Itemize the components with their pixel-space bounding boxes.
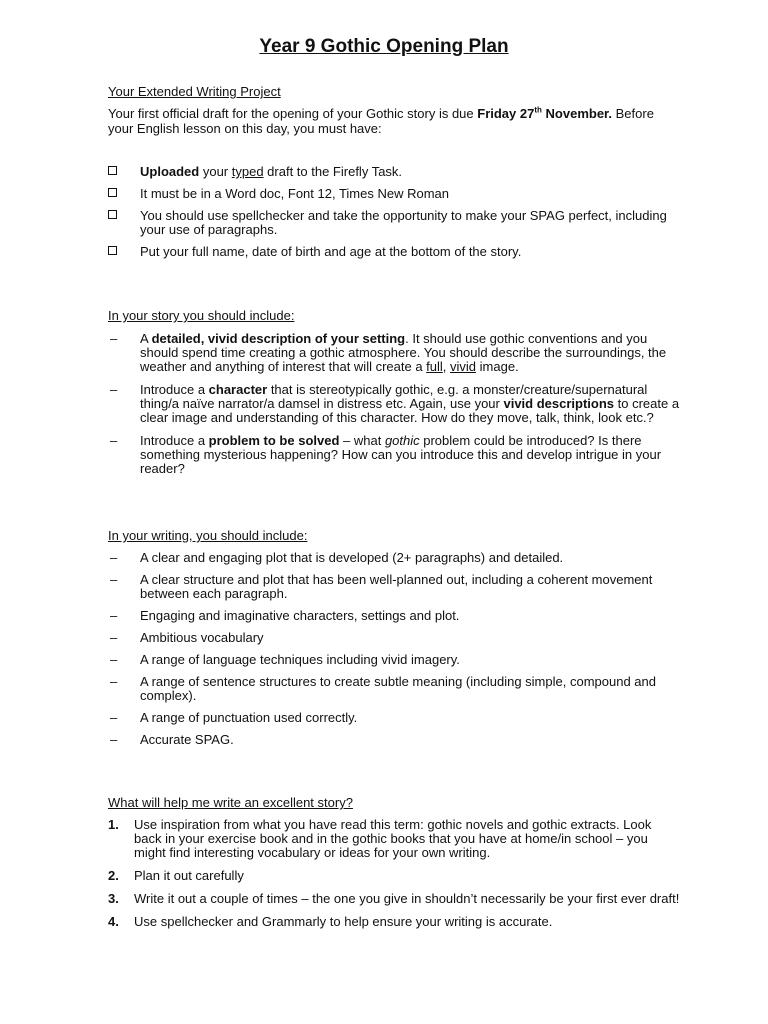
intro-text: Your first official draft for the opening of your Gothic story is due (108, 106, 478, 121)
list-item (108, 434, 680, 476)
item-number: 4. (108, 914, 119, 929)
text: – what (339, 433, 385, 448)
item-text: Write it out a couple of times – the one you give in shouldn’t necessarily be your first ever draft! (134, 891, 680, 906)
bold-text: problem to be solved (208, 433, 340, 448)
text: draft to the Firefly Task. (263, 164, 403, 179)
item-number: 3. (108, 891, 119, 906)
story-heading: In your story you should include: (108, 308, 295, 323)
help-list (108, 818, 680, 938)
item-text: Accurate SPAG. (140, 732, 234, 747)
dash-marker: – (110, 608, 118, 623)
text: A (140, 331, 152, 346)
list-item (108, 609, 680, 623)
text: problem could be introduced? Is there something mysterious happening? How can you introduce this and develop intrigue in your reader? (140, 433, 662, 476)
intro-text-2: Before your English lesson on this day, you must have: (108, 106, 654, 136)
underlined-text: typed (231, 164, 264, 179)
underlined-text: full (426, 359, 443, 374)
list-item (108, 631, 680, 645)
list-item (108, 818, 680, 860)
list-item (108, 653, 680, 667)
dash-marker: – (110, 630, 118, 645)
text: Introduce a (140, 382, 209, 397)
list-item (108, 869, 680, 883)
list-item (108, 187, 680, 201)
list-item (108, 711, 680, 725)
list-item (108, 383, 680, 425)
text: , (442, 359, 451, 374)
dash-marker: – (110, 674, 118, 689)
bold-text: vivid descriptions (503, 396, 615, 411)
list-item (108, 551, 680, 565)
text: . It should use gothic conventions and you should spend time creating a gothic atmosphere. You should describe the surroundings, the weather and anything of interest that will create a (140, 331, 667, 374)
checkbox-icon (108, 246, 117, 255)
bold-text: detailed, vivid description of your setting (151, 331, 406, 346)
item-text: Engaging and imaginative characters, settings and plot. (140, 608, 460, 623)
dash-marker: – (110, 550, 118, 565)
dash-marker: – (110, 433, 118, 448)
item-number: 1. (108, 817, 119, 832)
project-heading: Your Extended Writing Project (108, 84, 281, 99)
list-item (108, 892, 680, 906)
story-list (108, 332, 680, 485)
dash-marker: – (110, 382, 118, 397)
submission-checklist (108, 165, 680, 267)
item-text: A range of language techniques including vivid imagery. (140, 652, 460, 667)
due-date (477, 106, 612, 121)
checkbox-icon (108, 210, 117, 219)
item-text: A range of sentence structures to create subtle meaning (including simple, compound and complex). (140, 674, 656, 703)
item-text: Use inspiration from what you have read this term: gothic novels and gothic extracts. Look back in your exercise book and in the gothic books that you have at home/in school – you might find interesting vocabulary or ideas for your own writing. (134, 817, 652, 860)
writing-heading: In your writing, you should include: (108, 528, 308, 543)
checkbox-icon (108, 188, 117, 197)
list-item (108, 245, 680, 259)
project-intro (108, 106, 668, 136)
list-item (108, 733, 680, 747)
text: your (199, 164, 232, 179)
dash-marker: – (110, 572, 118, 587)
due-month: November. (545, 106, 613, 121)
page-title: Year 9 Gothic Opening Plan (259, 36, 509, 57)
item-text (140, 332, 680, 374)
item-text (140, 434, 680, 476)
list-item (108, 332, 680, 374)
bold-text: Uploaded (140, 164, 200, 179)
item-text: Put your full name, date of birth and age at the bottom of the story. (140, 244, 522, 259)
checkbox-icon (108, 166, 117, 175)
text: Introduce a (140, 433, 209, 448)
item-text: A range of punctuation used correctly. (140, 710, 358, 725)
text: that is stereotypically gothic, e.g. a monster/creature/supernatural thing/a naïve narrator/a damsel in distress etc. Again, use your (140, 382, 648, 411)
text: image. (476, 359, 519, 374)
dash-marker: – (110, 331, 118, 346)
help-heading: What will help me write an excellent story? (108, 795, 353, 810)
list-item (108, 675, 680, 703)
list-item (108, 573, 680, 601)
item-text (140, 165, 680, 179)
item-text: It must be in a Word doc, Font 12, Times New Roman (140, 186, 449, 201)
text: to create a clear image and understanding of this character. How do they move, talk, think, look etc.? (140, 396, 680, 425)
list-item (108, 209, 680, 237)
item-text (140, 383, 680, 425)
item-text: Use spellchecker and Grammarly to help ensure your writing is accurate. (134, 914, 553, 929)
item-text: A clear structure and plot that has been well-planned out, including a coherent movement between each paragraph. (140, 572, 653, 601)
due-suffix: th (534, 105, 542, 115)
item-text: Plan it out carefully (134, 868, 244, 883)
item-text: You should use spellchecker and take the opportunity to make your SPAG perfect, including your use of paragraphs. (140, 208, 667, 237)
dash-marker: – (110, 652, 118, 667)
list-item (108, 915, 680, 929)
dash-marker: – (110, 732, 118, 747)
writing-list (108, 551, 680, 755)
due-day: Friday 27 (477, 106, 535, 121)
item-text: Ambitious vocabulary (140, 630, 264, 645)
underlined-text: vivid (450, 359, 477, 374)
item-text: A clear and engaging plot that is developed (2+ paragraphs) and detailed. (140, 550, 564, 565)
list-item (108, 165, 680, 179)
bold-text: character (208, 382, 268, 397)
italic-text: gothic (384, 433, 420, 448)
dash-marker: – (110, 710, 118, 725)
item-number: 2. (108, 868, 119, 883)
